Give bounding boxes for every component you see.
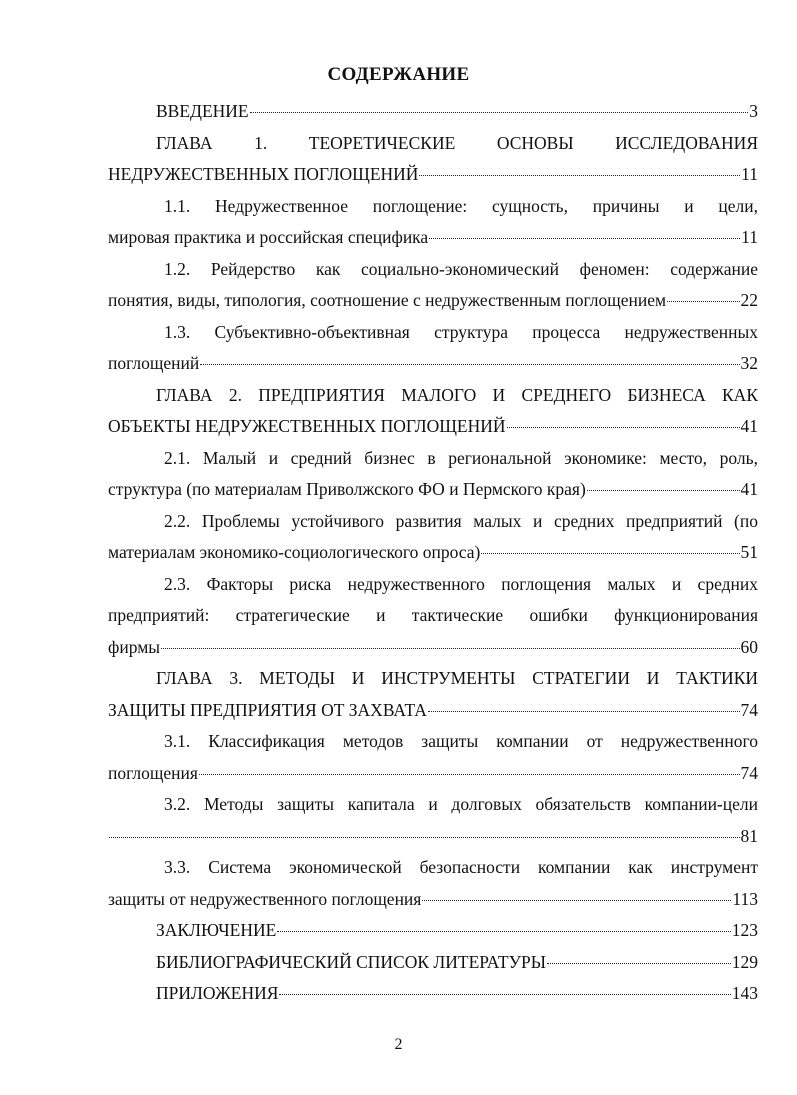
dot-leader — [429, 238, 740, 239]
toc-entry-bibliography — [108, 947, 758, 979]
toc-entry-label-continued: понятия, виды, типология, соотношение с недружественным поглощением — [108, 290, 667, 310]
toc-entry-page: 129 — [731, 951, 758, 972]
toc-entry-page: 11 — [741, 227, 758, 247]
toc-entry-label-continued: предприятий: стратегические и тактические ошибки функционирования — [108, 605, 758, 625]
toc-entry-appendices — [108, 978, 758, 1010]
toc-entry-label: 3.3. Система экономической безопасности компании как инструмент — [164, 857, 758, 877]
toc-entry-section-2-1 — [108, 443, 758, 506]
toc-entry-label: ГЛАВА 3. МЕТОДЫ И ИНСТРУМЕНТЫ СТРАТЕГИИ И ТАКТИКИ — [156, 668, 758, 688]
toc-entry-label: 2.3. Факторы риска недружественного поглощения малых и средних — [164, 573, 758, 594]
dot-leader — [200, 364, 739, 365]
dot-leader — [547, 963, 731, 964]
table-of-contents — [108, 96, 758, 1010]
dot-leader — [199, 774, 740, 775]
toc-entry-conclusion — [108, 915, 758, 947]
toc-entry-label: 1.3. Субъективно-объективная структура процесса недружественных — [164, 321, 758, 342]
toc-entry-page: 22 — [740, 290, 758, 310]
toc-entry-chapter-2 — [108, 380, 758, 443]
toc-entry-label-continued: поглощений — [108, 353, 200, 373]
dot-leader — [419, 175, 740, 176]
toc-entry-section-2-2 — [108, 506, 758, 569]
toc-entry-section-3-3 — [108, 852, 758, 915]
toc-entry-section-3-2 — [108, 789, 758, 852]
toc-entry-label: ГЛАВА 1. ТЕОРЕТИЧЕСКИЕ ОСНОВЫ ИССЛЕДОВАНИЯ — [156, 132, 758, 153]
toc-entry-section-1-3 — [108, 317, 758, 380]
toc-entry-label: ПРИЛОЖЕНИЯ — [156, 983, 279, 1003]
toc-entry-label-continued: ЗАЩИТЫ ПРЕДПРИЯТИЯ ОТ ЗАХВАТА — [108, 699, 427, 720]
dot-leader — [109, 837, 740, 838]
toc-entry-label: 2.2. Проблемы устойчивого развития малых и средних предприятий (по — [164, 510, 758, 531]
toc-entry-label: ЗАКЛЮЧЕНИЕ — [156, 920, 277, 940]
toc-entry-chapter-1 — [108, 128, 758, 191]
toc-entry-label: 3.2. Методы защиты капитала и долговых обязательств компании-цели — [164, 794, 758, 814]
page-number: 2 — [394, 1036, 403, 1053]
toc-entry-page: 143 — [731, 983, 758, 1003]
toc-entry-page: 3 — [749, 101, 758, 121]
dot-leader — [667, 301, 739, 302]
toc-entry-label-continued: структура (по материалам Приволжского ФО и Пермского края) — [108, 479, 586, 499]
toc-entry-page: 41 — [740, 479, 758, 499]
toc-entry-label-continued: поглощения — [108, 762, 198, 783]
toc-entry-section-1-1 — [108, 191, 758, 254]
toc-entry-label-continued: НЕДРУЖЕСТВЕННЫХ ПОГЛОЩЕНИЙ — [108, 164, 419, 184]
toc-entry-label: ВВЕДЕНИЕ — [156, 101, 249, 121]
toc-entry-label: ГЛАВА 2. ПРЕДПРИЯТИЯ МАЛОГО И СРЕДНЕГО БИЗНЕСА КАК — [156, 384, 758, 405]
dot-leader — [161, 648, 739, 649]
toc-entry-page: 60 — [740, 636, 758, 657]
toc-entry-label-continued: мировая практика и российская специфика — [108, 227, 429, 247]
toc-entry-page: 123 — [731, 920, 758, 940]
dot-leader — [277, 931, 730, 932]
toc-entry-page: 81 — [740, 825, 758, 846]
dot-leader — [428, 711, 740, 712]
toc-entry-label: 1.1. Недружественное поглощение: сущность, причины и цели, — [164, 195, 758, 216]
toc-entry-label-continued: фирмы — [108, 636, 161, 657]
toc-entry-label: 2.1. Малый и средний бизнес в региональной экономике: место, роль, — [164, 447, 758, 468]
toc-entry-section-2-3 — [108, 569, 758, 664]
toc-entry-section-1-2 — [108, 254, 758, 317]
toc-entry-page: 51 — [740, 542, 758, 562]
page-title: СОДЕРЖАНИЕ — [327, 64, 470, 85]
toc-entry-page: 74 — [740, 762, 758, 783]
toc-entry-page: 113 — [732, 888, 758, 909]
toc-entry-page: 41 — [740, 416, 758, 436]
toc-entry-label-continued: ОБЪЕКТЫ НЕДРУЖЕСТВЕННЫХ ПОГЛОЩЕНИЙ — [108, 416, 506, 436]
toc-entry-label: 3.1. Классификация методов защиты компании от недружественного — [164, 731, 758, 751]
toc-entry-introduction — [108, 96, 758, 128]
dot-leader — [587, 490, 740, 491]
dot-leader — [422, 900, 731, 901]
toc-entry-label: БИБЛИОГРАФИЧЕСКИЙ СПИСОК ЛИТЕРАТУРЫ — [156, 951, 546, 972]
dot-leader — [481, 553, 739, 554]
toc-entry-page: 74 — [740, 699, 758, 720]
toc-entry-page: 11 — [741, 164, 758, 184]
toc-entry-label: 1.2. Рейдерство как социально-экономический феномен: содержание — [164, 258, 758, 279]
toc-entry-section-3-1 — [108, 726, 758, 789]
toc-entry-label-continued: материалам экономико-социологического опроса) — [108, 542, 481, 562]
dot-leader — [279, 994, 730, 995]
dot-leader — [507, 427, 740, 428]
toc-entry-label-continued: защиты от недружественного поглощения — [108, 888, 422, 909]
toc-entry-chapter-3 — [108, 663, 758, 726]
toc-entry-page: 32 — [740, 353, 758, 373]
dot-leader — [250, 112, 749, 113]
